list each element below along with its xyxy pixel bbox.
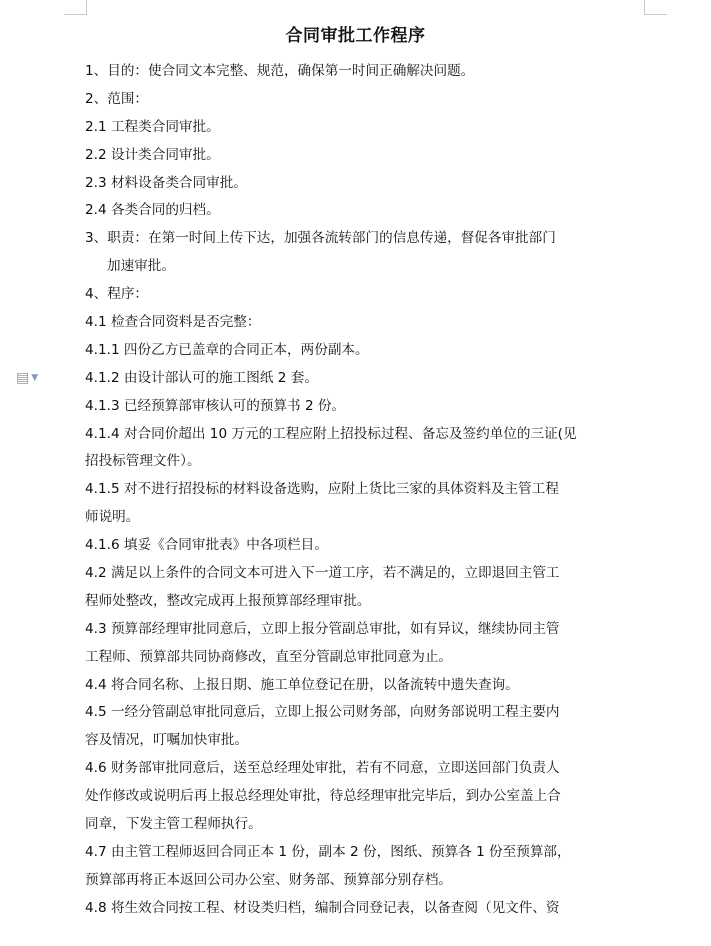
- paragraph-line: 工程师、预算部共同协商修改，直至分管副总审批同意为止。: [85, 648, 453, 665]
- paragraph-line: 4.1.4 对合同价超出 10 万元的工程应附上招投标过程、备忘及签约单位的三证(见: [85, 425, 577, 442]
- paragraph-line: 4.1.5 对不进行招投标的材料设备选购，应附上货比三家的具体资料及主管工程: [85, 481, 559, 498]
- paragraph-line: 3、职责：在第一时间上传下达，加强各流转部门的信息传递，督促各审批部门: [85, 230, 556, 247]
- paragraph-line: 处作修改或说明后再上报总经理处审批，待总经理审批完毕后，到办公室盖上合: [85, 788, 561, 805]
- document-title: 合同审批工作程序: [285, 26, 426, 46]
- paragraph-line: 2、范围：: [85, 90, 149, 107]
- paragraph-line: 预算部再将正本返回公司办公室、财务部、预算部分别存档。: [85, 871, 453, 888]
- paragraph-line: 4.6 财务部审批同意后，送至总经理处审批，若有不同意，立即送回部门负责人: [85, 760, 560, 777]
- paragraph-line: 4.1.2 由设计部认可的施工图纸 2 套。: [85, 369, 318, 386]
- paragraph-line: 1、目的：使合同文本完整、规范，确保第一时间正确解决问题。: [85, 63, 475, 79]
- paragraph-line: 招投标管理文件）。: [85, 453, 201, 470]
- paragraph-line: 4.1.6 填妥《合同审批表》中各项栏目。: [85, 537, 328, 554]
- paragraph-line: 4.2 满足以上条件的合同文本可进入下一道工序，若不满足的，立即退回主管工: [85, 565, 560, 582]
- paragraph-line: 4.3 预算部经理审批同意后，立即上报分管副总审批，如有异议，继续协同主管: [85, 620, 560, 637]
- paragraph-line: 2.4 各类合同的归档。: [85, 202, 220, 219]
- paragraph-line: 4、程序：: [85, 286, 149, 303]
- paragraph-line: 加速审批。: [107, 258, 175, 275]
- paragraph-line: 容及情况，叮嘱加快审批。: [85, 732, 249, 749]
- paragraph-line: 4.4 将合同名称、上报日期、施工单位登记在册，以备流转中遗失查询。: [85, 676, 519, 693]
- paragraph-line: 程师处整改，整改完成再上报预算部经理审批。: [85, 592, 371, 609]
- document-options-icon[interactable]: ▤ ▼: [16, 370, 39, 386]
- paragraph-line: 4.1.1 四份乙方已盖章的合同正本，两份副本。: [85, 341, 369, 358]
- paragraph-line: 2.1 工程类合同审批。: [85, 118, 220, 135]
- paragraph-line: 4.7 由主管工程师返回合同正本 1 份，副本 2 份，图纸、预算各 1 份至预算部，: [85, 843, 571, 860]
- paragraph-line: 同章，下发主管工程师执行。: [85, 816, 262, 833]
- paragraph-line: 4.8 将生效合同按工程、材设类归档，编制合同登记表，以备查阅（见文件、资: [85, 899, 560, 916]
- document-body: [85, 58, 647, 923]
- paragraph-line: 4.1 检查合同资料是否完整：: [85, 314, 261, 331]
- paragraph-line: 2.2 设计类合同审批。: [85, 146, 220, 163]
- page-corner-mark-right: [644, 0, 667, 15]
- paragraph-line: 师说明。: [85, 509, 140, 526]
- paragraph-line: 2.3 材料设备类合同审批。: [85, 174, 247, 191]
- page-corner-mark-left: [64, 0, 87, 15]
- paragraph-line: 4.5 一经分管副总审批同意后，立即上报公司财务部，向财务部说明工程主要内: [85, 704, 560, 721]
- paragraph-line: 4.1.3 已经预算部审核认可的预算书 2 份。: [85, 397, 346, 414]
